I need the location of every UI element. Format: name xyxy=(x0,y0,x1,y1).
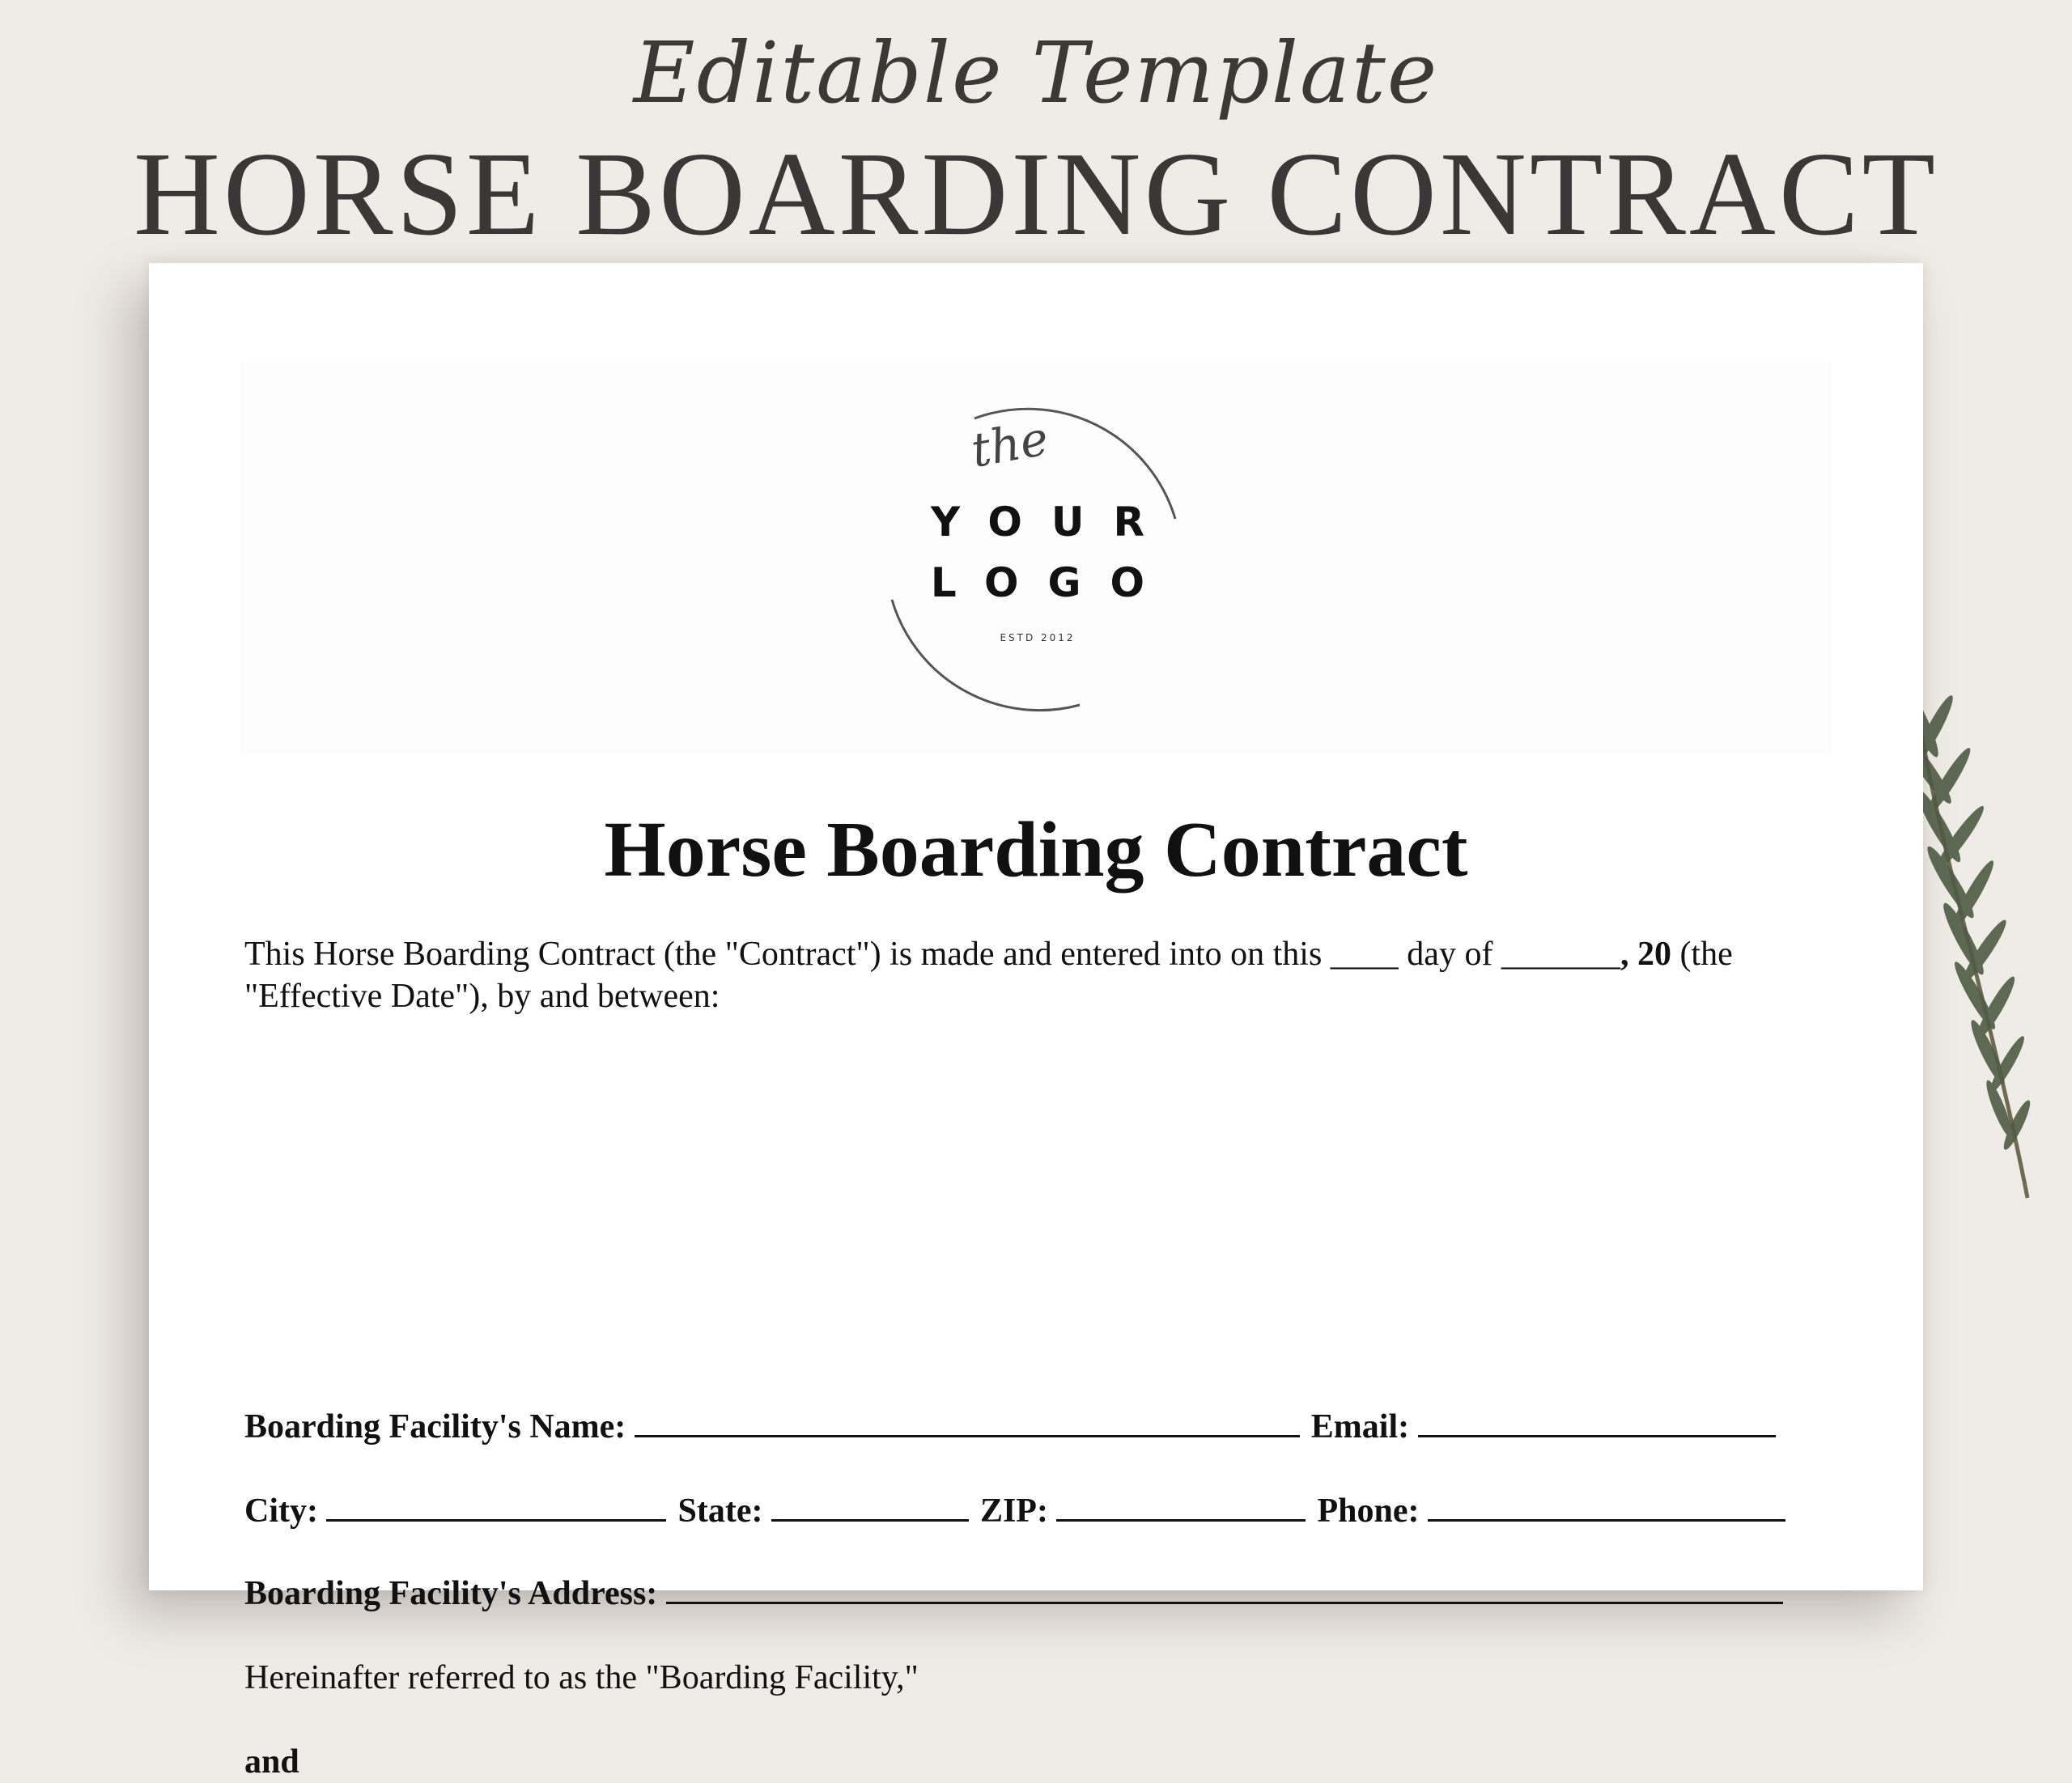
banner-script-title: Editable Template xyxy=(633,23,1439,122)
intro-paragraph xyxy=(244,933,1831,1017)
hereinafter-text: Hereinafter referred to as the "Boarding Facility," xyxy=(244,1659,919,1696)
document-title: Horse Boarding Contract xyxy=(604,806,1468,894)
email-label: Email: xyxy=(1310,1408,1410,1446)
intro-text-bold: , 20 xyxy=(1620,936,1671,973)
and-text: and xyxy=(244,1743,299,1781)
facility-address-field[interactable] xyxy=(666,1573,1783,1604)
phone-field[interactable] xyxy=(1428,1490,1785,1522)
facility-name-label: Boarding Facility's Name: xyxy=(244,1408,626,1446)
document-page xyxy=(149,263,1923,1781)
zip-label: ZIP: xyxy=(979,1492,1048,1530)
logo-the-script: the xyxy=(966,410,1053,478)
city-state-row xyxy=(244,1490,1831,1532)
city-field[interactable] xyxy=(326,1490,666,1522)
logo-line-logo: LOGO xyxy=(930,559,1174,606)
banner-main-title: HORSE BOARDING CONTRACT xyxy=(134,128,1938,261)
logo-line-your: YOUR xyxy=(930,499,1174,546)
facility-address-row xyxy=(244,1573,1831,1615)
state-field[interactable] xyxy=(771,1490,969,1522)
facility-name-field[interactable] xyxy=(635,1406,1300,1437)
zip-field[interactable] xyxy=(1056,1490,1306,1522)
facility-name-row xyxy=(244,1406,1831,1448)
logo-placeholder xyxy=(876,397,1199,721)
logo-estd: ESTD 2012 xyxy=(1000,632,1076,643)
phone-label: Phone: xyxy=(1317,1492,1420,1530)
city-label: City: xyxy=(244,1492,318,1530)
intro-text-part2: (the "Effective Date"), by and between: xyxy=(244,936,1733,1015)
state-label: State: xyxy=(677,1492,763,1530)
email-field[interactable] xyxy=(1418,1406,1776,1437)
facility-address-label: Boarding Facility's Address: xyxy=(244,1575,658,1612)
intro-text-part1: This Horse Boarding Contract (the "Contract") is made and entered into on this ____ day of _______ xyxy=(244,936,1620,973)
